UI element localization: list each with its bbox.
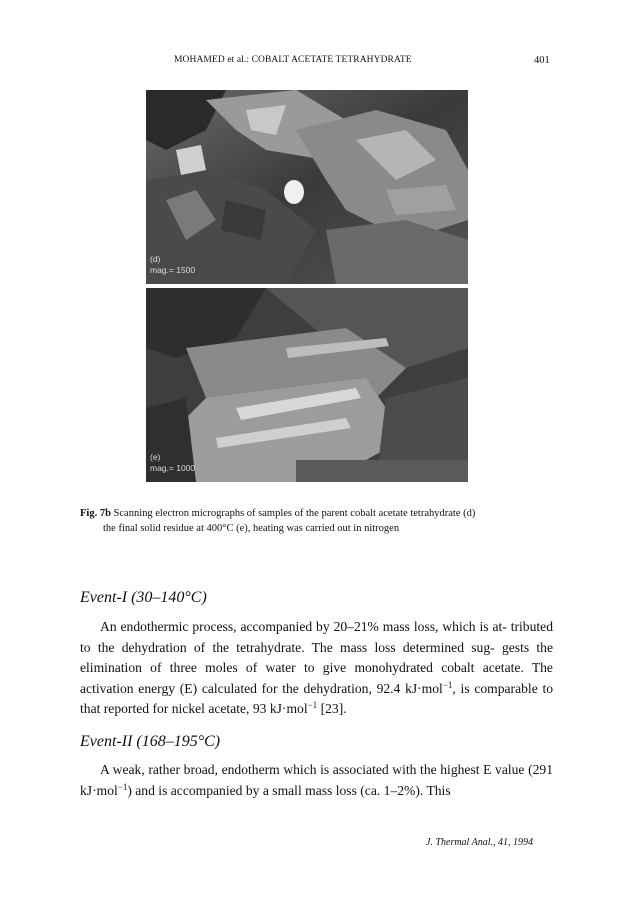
- micrograph-e-letter: (e): [150, 452, 161, 462]
- superscript: −1: [442, 679, 453, 690]
- superscript: −1: [307, 700, 318, 710]
- para2-line-1: A weak, rather broad, endotherm which is associated with the highest E: [100, 762, 492, 777]
- page-number: 401: [534, 55, 550, 66]
- para1-line-6: [23].: [317, 701, 347, 716]
- figure-label: Fig. 7b: [80, 508, 111, 519]
- micrograph-d-label: [150, 254, 195, 276]
- micrograph-d-mag: mag.= 1500: [150, 265, 196, 275]
- micrograph-d-letter: (d): [150, 254, 161, 264]
- paragraph-event-1: An endothermic process, accompanied by 20–21% mass loss, which is at- tributed to the dehydration of the tetrahydrate. The mass loss determined sug- gests the elimination of three moles of water to give monohydrated cobalt acetate. The activation energy (E) calculated for the dehydration, 92.4 kJ·mol$^{-1}$, is comparable to that reported for nickel acetate, 93 kJ·mol$^{-1}$ [23].: [80, 619, 554, 716]
- para1-line-2: tributed to the dehydration of the tetrahydrate. The mass loss determined sug-: [80, 619, 553, 655]
- para1-line-5: is comparable to that reported for nickel acetate, 93 kJ·mol: [80, 680, 554, 716]
- section-heading-event-1: Event-I (30–140°C): [80, 589, 207, 606]
- para2-line-2a: value (291 kJ·mol: [80, 762, 553, 798]
- micrograph-d: [146, 90, 468, 284]
- running-head: MOHAMED et al.: COBALT ACETATE TETRAHYDRATE: [174, 55, 412, 65]
- figure-caption: [80, 506, 554, 536]
- para1-line-4: acetate. The activation energy (E) calculated for the dehydration, 92.4 kJ·mol: [80, 660, 553, 696]
- paragraph-event-2: [80, 760, 553, 801]
- micrograph-e-label: [150, 452, 195, 474]
- para1-line-3: gests the elimination of three moles of water to give monohydrated cobalt: [80, 639, 554, 675]
- section-heading-event-2: Event-II (168–195°C): [80, 733, 221, 750]
- micrograph-e-mag: mag.= 1000: [150, 463, 196, 473]
- journal-footer: J. Thermal Anal., 41, 1994: [426, 837, 534, 848]
- caption-line-1: Scanning electron micrographs of samples of the parent cobalt acetate tetrahydrate (d): [113, 508, 476, 519]
- para1-line-1: An endothermic process, accompanied by 20–21% mass loss, which is at-: [100, 619, 507, 634]
- superscript: −1: [117, 781, 128, 792]
- para2-line-2b: ) and is accompanied by a small mass loss (ca. 1–2%). This: [127, 782, 451, 798]
- micrograph-e: [146, 288, 468, 482]
- caption-line-2: the final solid residue at 400°C (e), heating was carried out in nitrogen: [103, 523, 400, 534]
